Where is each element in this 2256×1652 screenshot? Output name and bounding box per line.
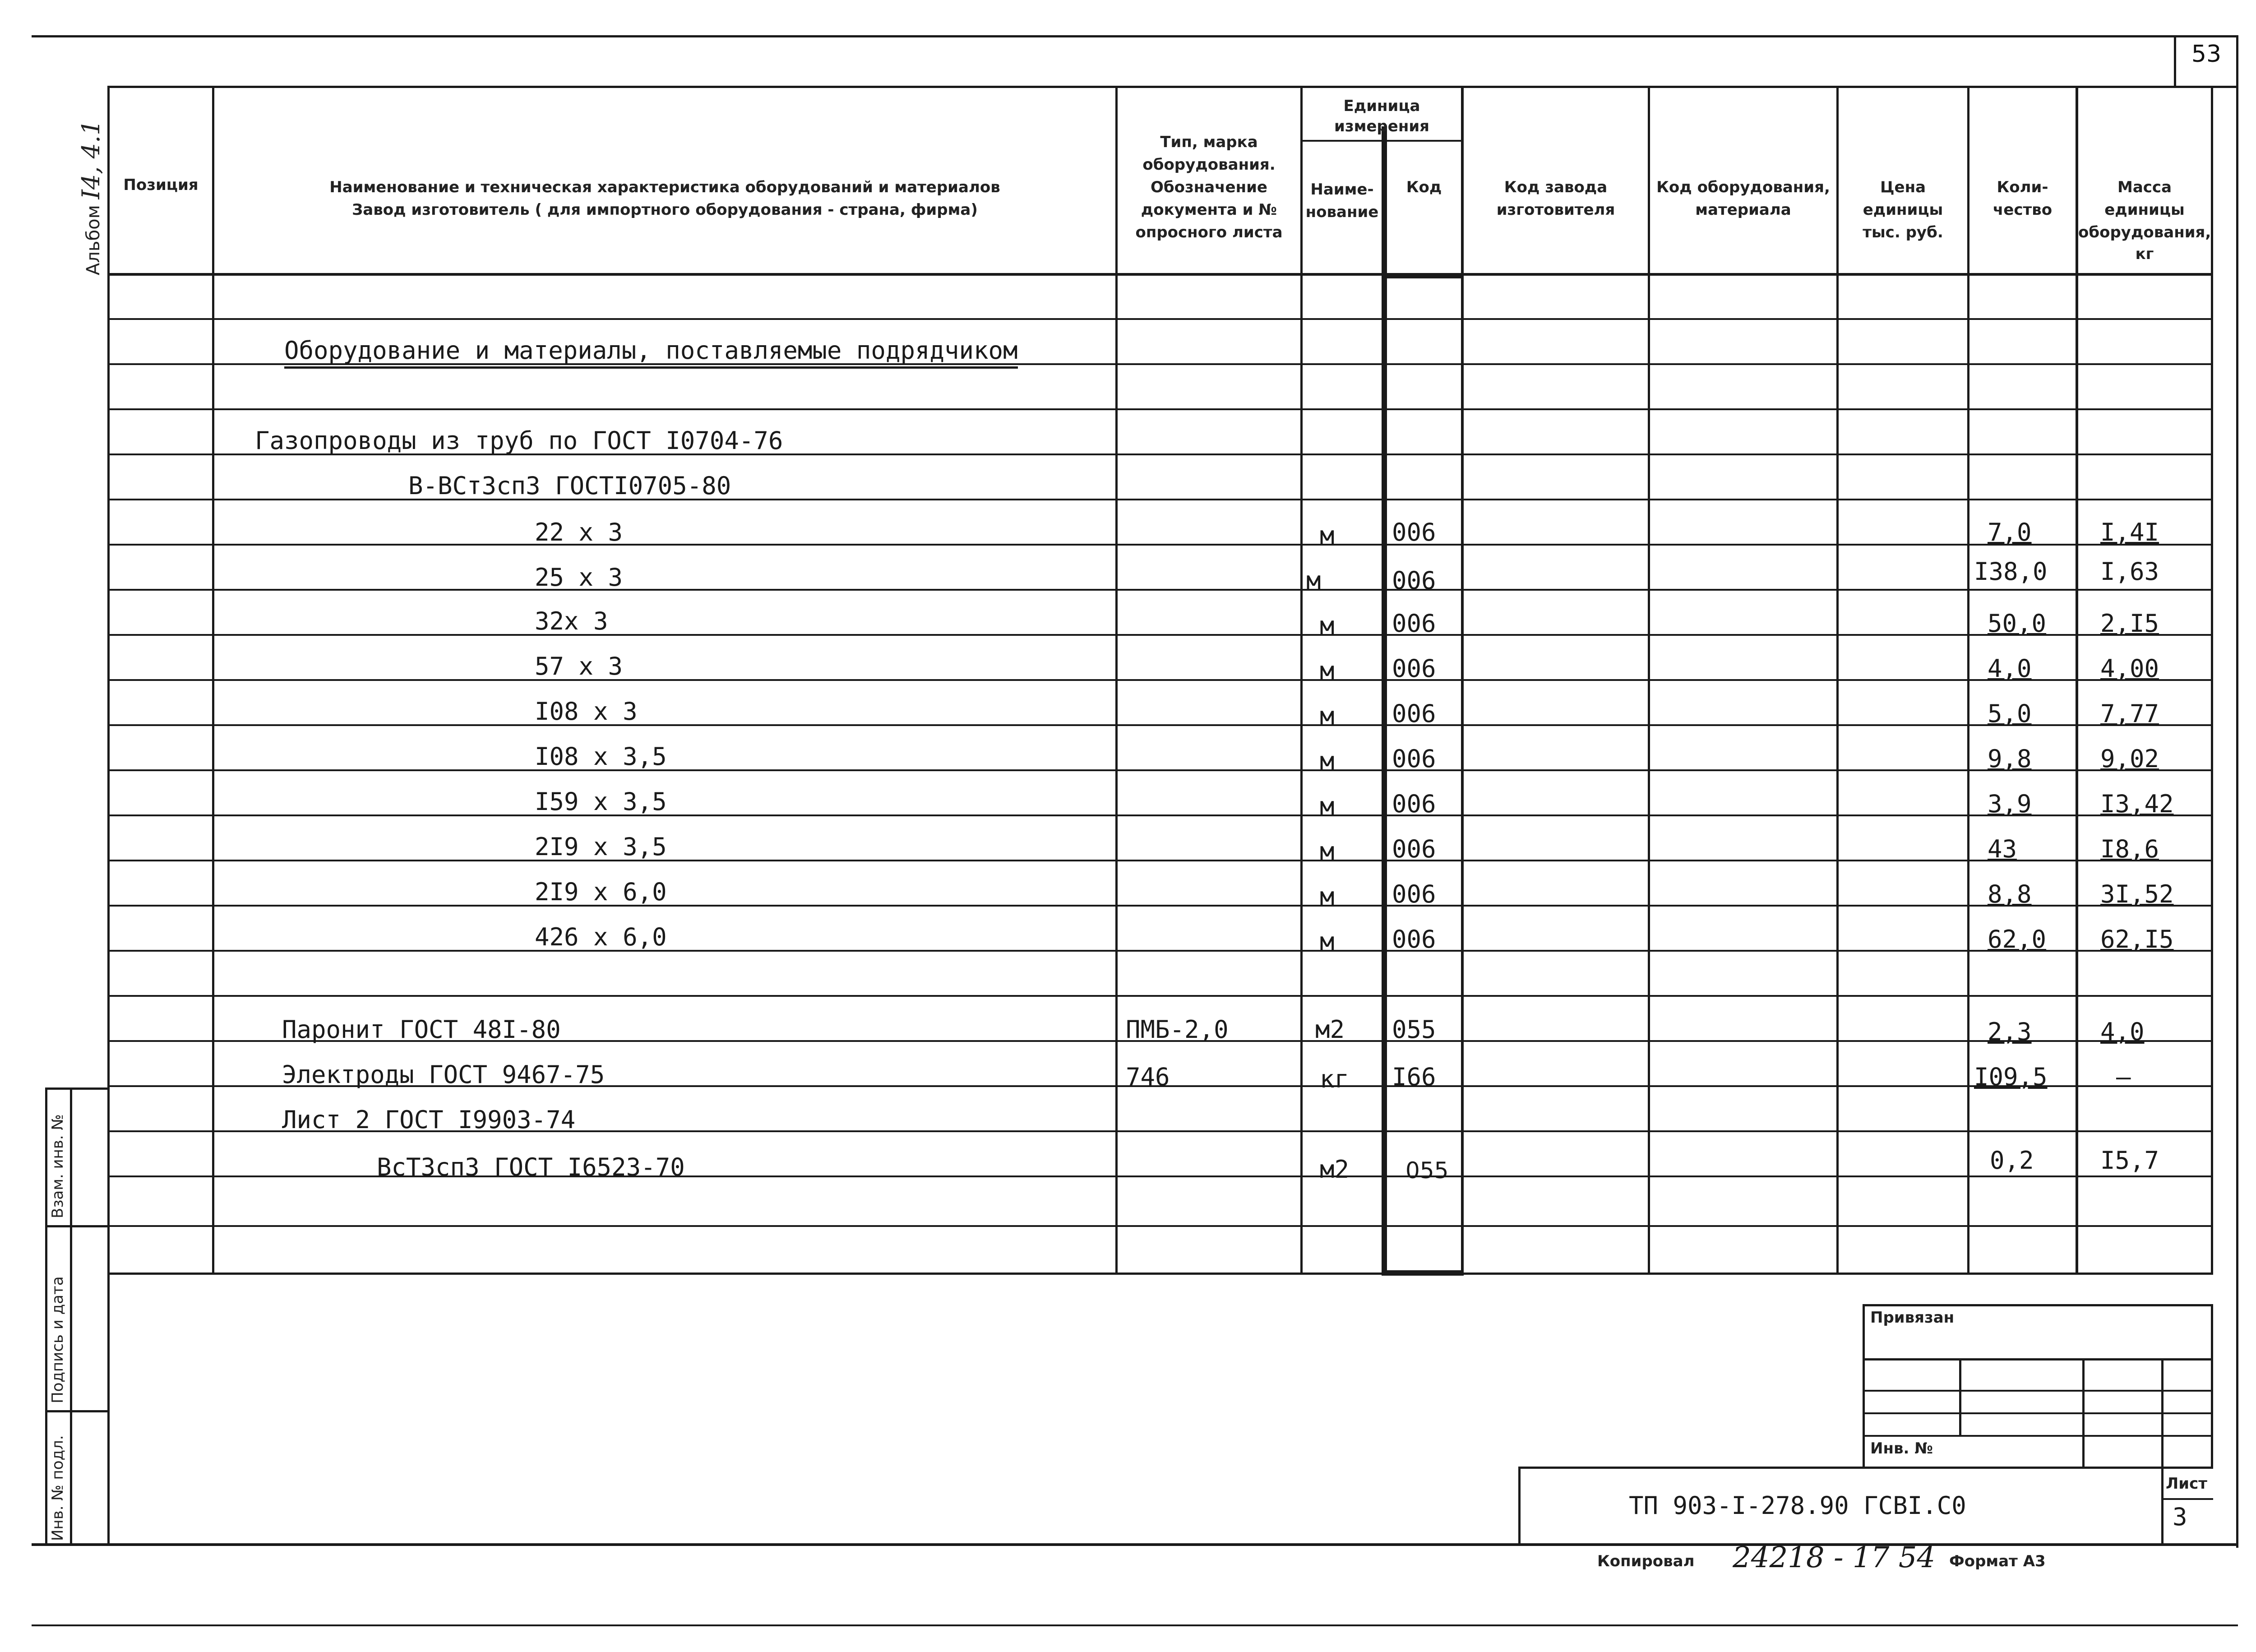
row-code: 006	[1392, 654, 1436, 683]
row-unit: м	[1320, 521, 1335, 550]
row-mass: I3,42	[2100, 790, 2174, 818]
header-position: Позиция	[123, 176, 199, 194]
row-unit: м	[1320, 837, 1335, 865]
inv-podl-label: Инв. № подл.	[49, 1435, 67, 1541]
row-unit: м2	[1315, 1015, 1345, 1044]
stamp-attached: Привязан	[1870, 1309, 1955, 1327]
row-qty: I38,0	[1974, 557, 2048, 586]
row-name: 2I9 х 3,5	[535, 833, 667, 861]
row-name: Электроды ГОСТ 9467-75	[282, 1060, 605, 1089]
header-unit-name-1: Наиме-	[1310, 180, 1374, 199]
footer-copied: Копировал	[1597, 1552, 1695, 1570]
row-unit: м	[1320, 611, 1335, 640]
row-name: 426 х 6,0	[535, 923, 667, 951]
row-name: 2I9 х 6,0	[535, 878, 667, 906]
row-code: 006	[1392, 790, 1436, 818]
row-name: В-ВСт3сп3 ГОСТI0705-80	[408, 472, 731, 500]
row-mass: I8,6	[2100, 835, 2159, 863]
row-mass: I,63	[2100, 557, 2159, 586]
header-mass-3: оборудования,	[2078, 223, 2211, 241]
album-label: Альбом I4, 4.1	[77, 120, 105, 275]
row-qty: 2,3	[1988, 1018, 2032, 1046]
stamp-designation: ТП 903-I-278.90 ГСВI.С0	[1629, 1491, 1966, 1520]
header-qty-1: Коли-	[1997, 178, 2048, 196]
row-mass: 62,I5	[2100, 925, 2174, 953]
header-unit-name-2: нование	[1305, 203, 1379, 221]
header-equip-code-2: материала	[1695, 201, 1791, 219]
header-equip-code-1: Код оборудования,	[1656, 178, 1830, 196]
row-unit: м	[1320, 747, 1335, 775]
header-type-3: Обозначение	[1151, 178, 1267, 196]
row-code: 055	[1392, 1015, 1436, 1044]
header-qty-2: чество	[1992, 201, 2053, 219]
row-qty: 43	[1988, 835, 2017, 863]
row-code: I66	[1392, 1063, 1436, 1091]
row-unit: м	[1306, 566, 1321, 595]
podpis-label: Подпись и дата	[49, 1276, 67, 1403]
header-type-1: Тип, марка	[1160, 133, 1258, 151]
stamp-sheet-number: 3	[2173, 1503, 2187, 1531]
row-name: 22 х 3	[535, 518, 623, 546]
row-unit: м	[1320, 792, 1335, 820]
row-mass: I5,7	[2100, 1146, 2159, 1175]
header-price-2: единицы	[1863, 201, 1943, 219]
header-unit-code: Код	[1406, 178, 1442, 196]
row-qty: 3,9	[1988, 790, 2032, 818]
stamp-sheet-label: Лист	[2166, 1475, 2207, 1493]
row-code: 006	[1392, 609, 1436, 638]
row-qty: I09,5	[1974, 1063, 2048, 1091]
footer-handwritten: 24218 - 17 54	[1733, 1541, 1936, 1574]
row-qty: 0,2	[1990, 1146, 2034, 1175]
row-qty: 62,0	[1988, 925, 2047, 953]
header-price-3: тыс. руб.	[1863, 223, 1943, 241]
row-mass: –	[2116, 1063, 2131, 1091]
header-mass-4: кг	[2135, 245, 2154, 263]
row-qty: 5,0	[1988, 699, 2032, 728]
footer-format: Формат А3	[1949, 1552, 2046, 1570]
header-mass-1: Масса	[2117, 178, 2172, 196]
header-unit-2: измерения	[1334, 117, 1429, 135]
row-code: 006	[1392, 566, 1436, 595]
row-name: I59 х 3,5	[535, 787, 667, 816]
vzam-label: Взам. инв. №	[49, 1114, 67, 1218]
row-unit: м2	[1320, 1155, 1350, 1184]
row-qty: 4,0	[1988, 654, 2032, 683]
row-mass: 7,77	[2100, 699, 2159, 728]
row-unit: м	[1320, 882, 1335, 911]
row-code: 006	[1392, 745, 1436, 773]
row-mass: 3I,52	[2100, 880, 2174, 908]
row-name: Лист 2 ГОСТ I9903-74	[282, 1106, 576, 1134]
header-name-line1: Наименование и техническая характеристика оборудований и материалов	[329, 178, 1000, 196]
row-name: I08 х 3,5	[535, 742, 667, 771]
row-unit: м	[1320, 927, 1335, 956]
row-name: Газопроводы из труб по ГОСТ I0704-76	[255, 426, 783, 455]
row-name: 25 х 3	[535, 563, 623, 592]
row-code: 006	[1392, 518, 1436, 546]
header-type-4: документа и №	[1141, 201, 1277, 219]
page-number: 53	[2191, 41, 2222, 68]
row-name: I08 х 3	[535, 697, 638, 726]
header-price-1: Цена	[1880, 178, 1926, 196]
row-unit: м	[1320, 657, 1335, 685]
header-name-line2: Завод изготовитель ( для импортного оборудования - страна, фирма)	[352, 201, 978, 219]
header-mass-2: единицы	[2104, 201, 2185, 219]
row-qty: 9,8	[1988, 745, 2032, 773]
row-qty: 8,8	[1988, 880, 2032, 908]
header-plant-code-2: изготовителя	[1496, 201, 1615, 219]
row-name: Паронит ГОСТ 48I-80	[282, 1015, 561, 1044]
header-plant-code-1: Код завода	[1504, 178, 1608, 196]
row-code: 055	[1405, 1157, 1449, 1184]
row-code: 006	[1392, 925, 1436, 953]
row-name: 32х 3	[535, 607, 608, 635]
row-code: 006	[1392, 699, 1436, 728]
row-qty: 50,0	[1988, 609, 2047, 638]
header-type-5: опросного листа	[1135, 223, 1283, 241]
row-mass: I,4I	[2100, 518, 2159, 546]
row-unit: кг	[1320, 1065, 1350, 1093]
section-title: Оборудование и материалы, поставляемые подрядчиком	[284, 336, 1018, 369]
row-mass: 4,0	[2100, 1018, 2145, 1046]
row-mass: 4,00	[2100, 654, 2159, 683]
header-type-2: оборудования.	[1142, 156, 1276, 174]
header-unit-1: Единица	[1343, 97, 1420, 115]
row-name: 57 х 3	[535, 652, 623, 680]
row-code: 006	[1392, 880, 1436, 908]
stamp-inv-no: Инв. №	[1870, 1439, 1933, 1458]
row-name: ВсТ3сп3 ГОСТ I6523-70	[377, 1153, 685, 1181]
row-mass: 9,02	[2100, 745, 2159, 773]
row-type: 746	[1126, 1063, 1170, 1091]
row-unit: м	[1320, 702, 1335, 730]
row-code: 006	[1392, 835, 1436, 863]
row-qty: 7,0	[1988, 518, 2032, 546]
row-type: ПМБ-2,0	[1126, 1015, 1229, 1044]
row-mass: 2,I5	[2100, 609, 2159, 638]
